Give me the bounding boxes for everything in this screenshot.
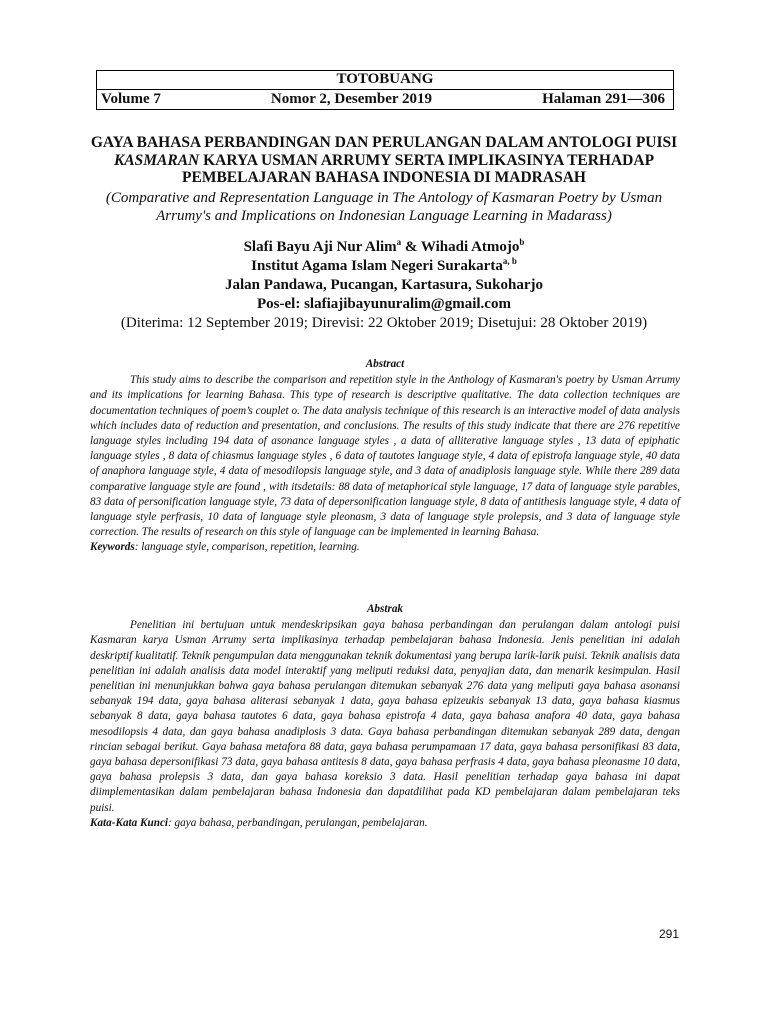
author-2: Wihadi Atmojo [420, 239, 520, 255]
abstract-english [90, 357, 680, 556]
paper-title [60, 134, 708, 187]
author-2-affiliation: b [519, 237, 525, 247]
page-number: 291 [658, 927, 679, 941]
abstrak-heading: Abstrak [366, 603, 404, 615]
title-line-3: PEMBELAJARAN BAHASA INDONESIA DI MADRASAH [182, 169, 586, 186]
title-line-1: GAYA BAHASA PERBANDINGAN DAN PERULANGAN DALAM ANTOLOGI PUISI [90, 134, 678, 151]
journal-issue: Nomor 2, Desember 2019 [270, 91, 433, 107]
abstrak-body: Penelitian ini bertujuan untuk mendeskripsikan gaya bahasa perbandingan dan perulangan dalam antologi puisi Kasmaran karya Usman Arrumy serta implikasinya terhadap pembelajaran bahasa Indonesia. Jenis penelitian ini adalah deskriptif kualitatif. Teknik pengumpulan data menggunakan teknik dokumentasi yang berupa larik-larik puisi. Teknik analisis data penelitian ini adalah analisis data model interaktif yang meliputi reduksi data, penyajian data, dan menarik kesimpulan. Hasil penelitian ini menunjukkan bahwa gaya bahasa perulangan ditemukan sebanyak 276 data yang meliputi gaya bahasa asonansi sebanyak 194 data, gaya bahasa aliterasi sebanyak 1 data, gaya bahasa epizeukis sebanyak 13 data, gaya bahasa kiasmus sebanyak 8 data, gaya bahasa tautotes 6 data, gaya bahasa epistrofa 4 data, gaya bahasa anafora 40 data, gaya bahasa mesodilopsis 4 data, dan gaya bahasa anadiplosis 3 data. Gaya bahasa perbandingan ditemukan sebanyak 289 data, dengan rincian sebagai berikut. Gaya bahasa metafora 88 data, gaya bahasa perumpamaan 17 data, gaya bahasa personifikasi 83 data, gaya bahasa depersonifikasi 73 data, gaya bahasa antitesis 8 data, gaya bahasa perfrasis 4 data, gaya bahasa pleonasme 10 data, gaya bahasa prolepsis 3 data, dan gaya bahasa koreksio 3 data. Hasil penelitian terhadap gaya bahasa ini dapat diimplementasikan dalam pembelajaran bahasa Indonesia dan dapatdilihat pada KD pembelajaran dalam pembelajaran teks puisi. [90, 619, 680, 814]
keywords [90, 540, 680, 555]
abstract-body: This study aims to describe the comparison and repetition style in the Anthology of Kasmaran's poetry by Usman Arrumy and its implications for learning Bahasa. This type of research is descriptive qualitative. The data collection techniques are documentation techniques of poem’s couplet o. The data analysis technique of this research is an interactive model of data analysis which includes data of reduction and presentation, and conclusions. The results of this study indicate that there are 276 repetitive language styles including 194 data of asonance language styles , a data of alliterative language styles , 13 data of epiphatic language styles , 8 data of chiasmus language styles , 6 data of tautotes language style, 4 data of epistrofa language style, 40 data of anaphora language style, 4 data of mesodilopsis language style, and 3 data of anadiplosis language style. While there 289 data comparative language style are found , with itsdetails: 88 data of metaphorical style language, 17 data of language style parables, 83 data of personification language style, 73 data of depersonification language style, 8 data of antithesis language style, 4 data of language style perfrasis, 10 data of language style pleonasm, 3 data of language style prolepsis, and 3 data of language style correction. The results of research on this style of language can be implemented in learning Bahasa. [90, 374, 680, 539]
institution-affiliation: a, b [502, 256, 517, 266]
author-1: Slafi Bayu Aji Nur Alim [243, 239, 397, 255]
english-title-line-1: (Comparative and Representation Language in The Antology of Kasmaran Poetry by Usman [105, 190, 663, 206]
journal-pages: Halaman 291—306 [542, 91, 665, 107]
journal-info-row [97, 90, 673, 109]
submission-dates: (Diterima: 12 September 2019; Direvisi: 22 Oktober 2019; Disetujui: 28 Oktober 2019) [120, 315, 648, 331]
author-names [60, 238, 708, 257]
journal-name: TOTOBUANG [97, 71, 673, 90]
author-block [60, 238, 708, 333]
english-title [60, 189, 708, 225]
english-title-line-2: Arrumy's and Implications on Indonesian Language Learning in Madarass) [156, 208, 612, 224]
institution [60, 257, 708, 276]
keywords-label: Keywords [90, 541, 135, 554]
kata-kunci-text: : gaya bahasa, perbandingan, perulangan, pembelajaran. [168, 816, 428, 829]
kata-kunci [90, 816, 680, 831]
title-line-2-rest: KARYA USMAN ARRUMY SERTA IMPLIKASINYA TERHADAP [199, 151, 655, 169]
institution-name: Institut Agama Islam Negeri Surakarta [251, 258, 503, 274]
keywords-text: : language style, comparison, repetition, learning. [134, 541, 360, 554]
title-italic-word: KASMARAN [113, 151, 200, 169]
title-line-2 [60, 152, 708, 170]
address: Jalan Pandawa, Pucangan, Kartasura, Sukoharjo [225, 277, 543, 293]
author-connector: & [401, 239, 421, 255]
abstract-heading: Abstract [365, 358, 405, 370]
email[interactable]: Pos-el: slafiajibayunuralim@gmail.com [257, 296, 511, 312]
abstract-indonesian [90, 602, 680, 831]
journal-volume: Volume 7 [101, 91, 161, 107]
kata-kunci-label: Kata-Kata Kunci [90, 816, 169, 829]
journal-header [96, 70, 674, 110]
author-1-affiliation: a [396, 237, 402, 247]
